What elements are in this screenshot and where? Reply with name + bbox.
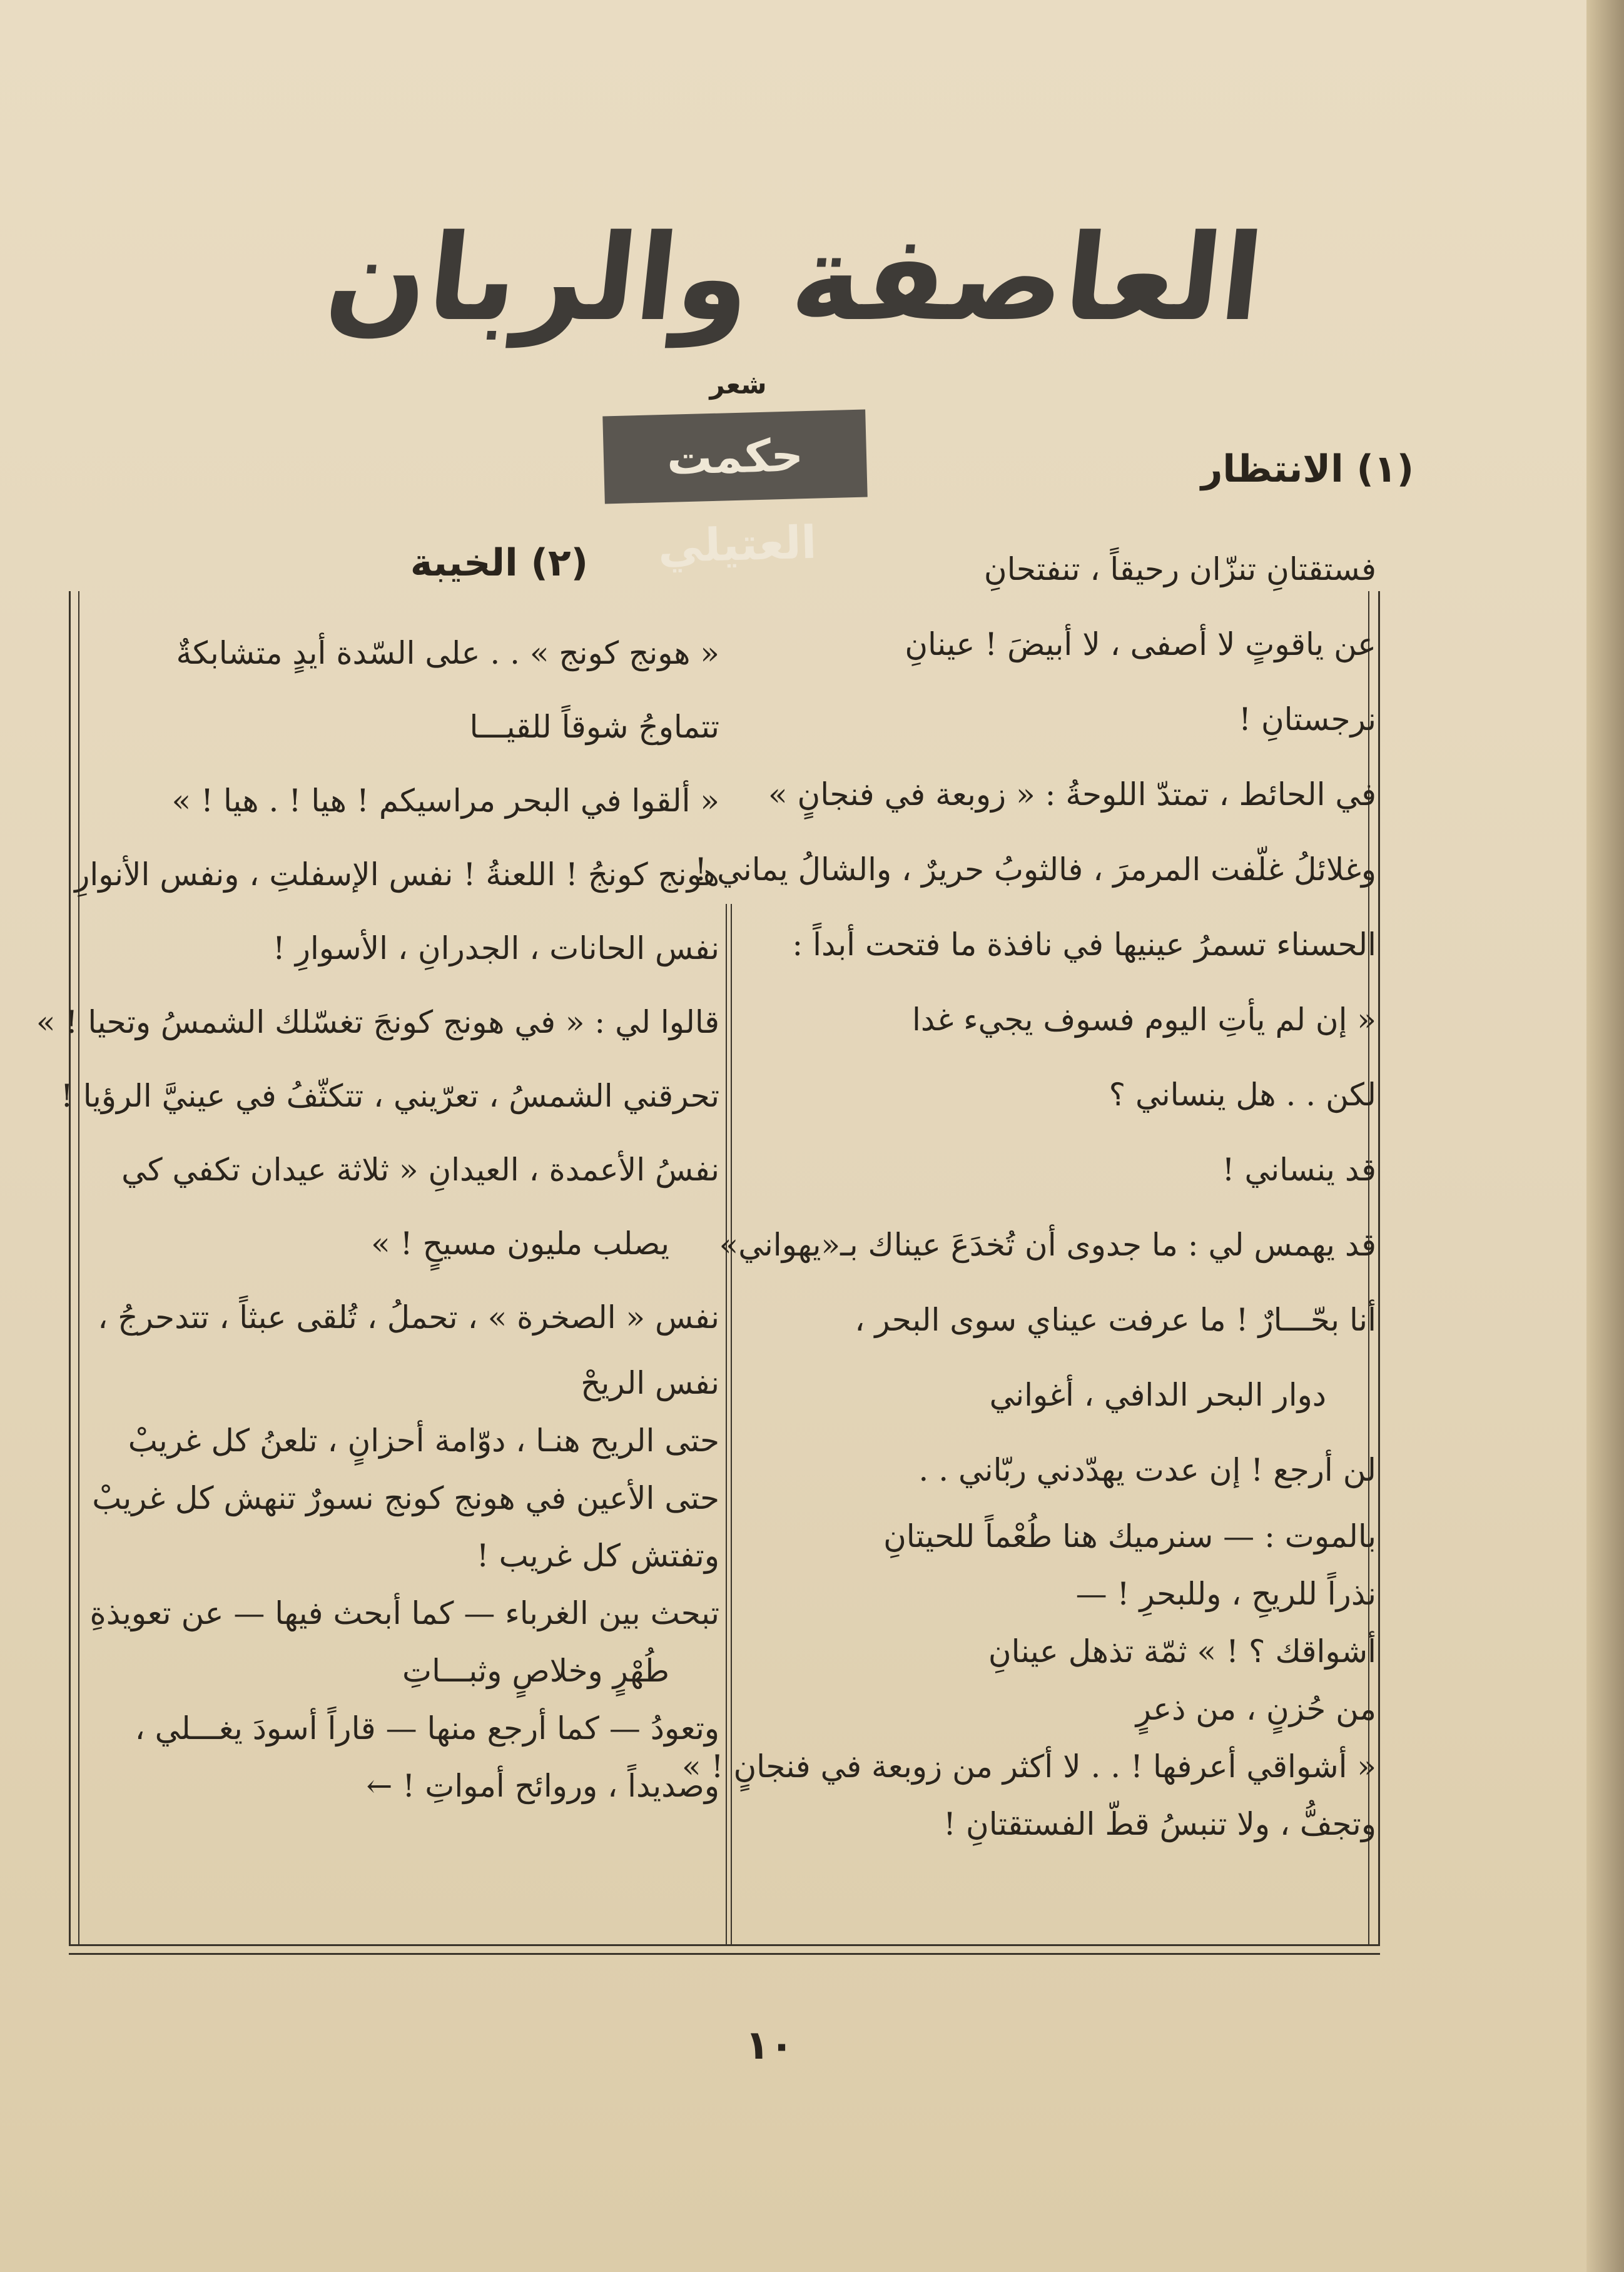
poem-line: فستقتانِ تنزّان رحيقاً ، تنفتحانِ bbox=[983, 551, 1376, 587]
poem-line: يصلب مليون مسيحٍ ! » bbox=[371, 1225, 669, 1262]
poem-line: لن أرجع ! إن عدت يهدّدني ربّاني . . bbox=[918, 1452, 1376, 1488]
poem-column-left bbox=[36, 616, 719, 1815]
poem-line: طُهْرٍ وخلاصٍ وثبـــاتِ bbox=[402, 1653, 669, 1689]
poem-line: وغلائلُ غلّفت المرمرَ ، فالثوبُ حريرٌ ، والشالُ يماني ! bbox=[694, 851, 1376, 888]
poem-line: بالموت : — سنرميك هنا طُعْماً للحيتانِ bbox=[883, 1518, 1376, 1554]
poem-line: في الحائط ، تمتدّ اللوحةُ : « زوبعة في فنجانٍ » bbox=[768, 776, 1376, 813]
poem-line: من حُزنٍ ، من ذعرٍ bbox=[1135, 1691, 1376, 1727]
poem-line: « هونج كونج » . . على السّدة أيدٍ متشابكةٌ bbox=[176, 635, 719, 671]
poem-line: هونج كونجُ ! اللعنةُ ! نفس الإسفلتِ ، ونفس الأنوارِ bbox=[74, 856, 719, 893]
poem-line: وتجفُّ ، ولا تنبسُ قطّ الفستقتانِ ! bbox=[943, 1806, 1376, 1842]
bottom-rule bbox=[69, 1953, 1380, 1955]
author-name: حكمت العتيلي bbox=[602, 410, 868, 504]
poem-line: نفسُ الأعمدة ، العيدانِ « ثلاثة عيدان تكفي كي bbox=[121, 1152, 719, 1188]
poem-line: أشواقك ؟ ! » ثمّة تذهل عينانِ bbox=[988, 1633, 1376, 1670]
poem-line: قد ينساني ! bbox=[1222, 1152, 1376, 1188]
poem-line: « ألقوا في البحر مراسيكم ! هيا ! . هيا ! » bbox=[171, 783, 719, 819]
poem-line: قد يهمس لي : ما جدوى أن تُخدَعَ عيناك بـ«يهواني» bbox=[719, 1227, 1376, 1263]
poem-line: حتى الريح هنـا ، دوّامة أحزانٍ ، تلعنُ كل غريبْ bbox=[128, 1423, 719, 1459]
poem-line: حتى الأعين في هونج كونج نسورٌ تنهش كل غريبْ bbox=[92, 1480, 719, 1516]
poem-line: نذراً للريحِ ، وللبحرِ ! — bbox=[1075, 1576, 1376, 1612]
poem-line: نرجستانِ ! bbox=[1238, 701, 1376, 738]
section-heading-disappointment: (٢) الخيبة bbox=[410, 541, 588, 585]
page-number: ١٠ bbox=[744, 2022, 794, 2069]
section-heading-waiting: (١) الانتظار bbox=[1200, 447, 1414, 491]
poem-line: « إن لم يأتِ اليوم فسوف يجيء غدا bbox=[911, 1002, 1376, 1038]
poem-line: « أشواقي أعرفها ! . . لا أكثر من زوبعة في فنجانٍ ! » bbox=[681, 1748, 1376, 1785]
poem-line: تبحث بين الغرباء — كما أبحث فيها — عن تعويذةِ bbox=[89, 1595, 719, 1631]
poem-line: عن ياقوتٍ لا أصفى ، لا أبيضَ ! عينانِ bbox=[905, 626, 1376, 662]
poem-line: وتفتش كل غريب ! bbox=[476, 1538, 719, 1574]
poem-line: تحرقني الشمسُ ، تعرّيني ، تتكثّفُ في عينيَّ الرؤيا ! bbox=[60, 1078, 719, 1114]
poem-title: العاصفة والربان bbox=[320, 209, 1269, 347]
poem-column-right bbox=[681, 532, 1376, 1853]
poem-line: نفس « الصخرة » ، تحملُ ، تُلقى عبثاً ، تتدحرجُ ، bbox=[98, 1299, 719, 1336]
poem-line: أنا بحّـــارٌ ! ما عرفت عيناي سوى البحر ، bbox=[855, 1302, 1376, 1338]
poem-line: نفس الريحْ bbox=[581, 1365, 719, 1401]
bottom-rule bbox=[69, 1944, 1380, 1946]
poem-line: وصديداً ، وروائح أمواتِ ! ← bbox=[366, 1768, 719, 1804]
poem-line: قالوا لي : « في هونج كونجَ تغسّلك الشمسُ وتحيا ! » bbox=[36, 1004, 719, 1040]
poem-line: الحسناء تسمرُ عينيها في نافذة ما فتحت أبداً : bbox=[792, 926, 1376, 963]
poem-line: وتعودُ — كما أرجع منها — قاراً أسودَ يغـــلي ، bbox=[134, 1710, 719, 1747]
poem-line: نفس الحانات ، الجدرانِ ، الأسوارِ ! bbox=[272, 930, 719, 966]
poem-line: لكن . . هل ينساني ؟ bbox=[1109, 1077, 1376, 1113]
poetry-label: شعر bbox=[709, 369, 767, 400]
poem-line: تتماوجُ شوقاً للقيـــا bbox=[469, 709, 719, 745]
poem-line: دوار البحر الدافي ، أغواني bbox=[989, 1377, 1326, 1413]
